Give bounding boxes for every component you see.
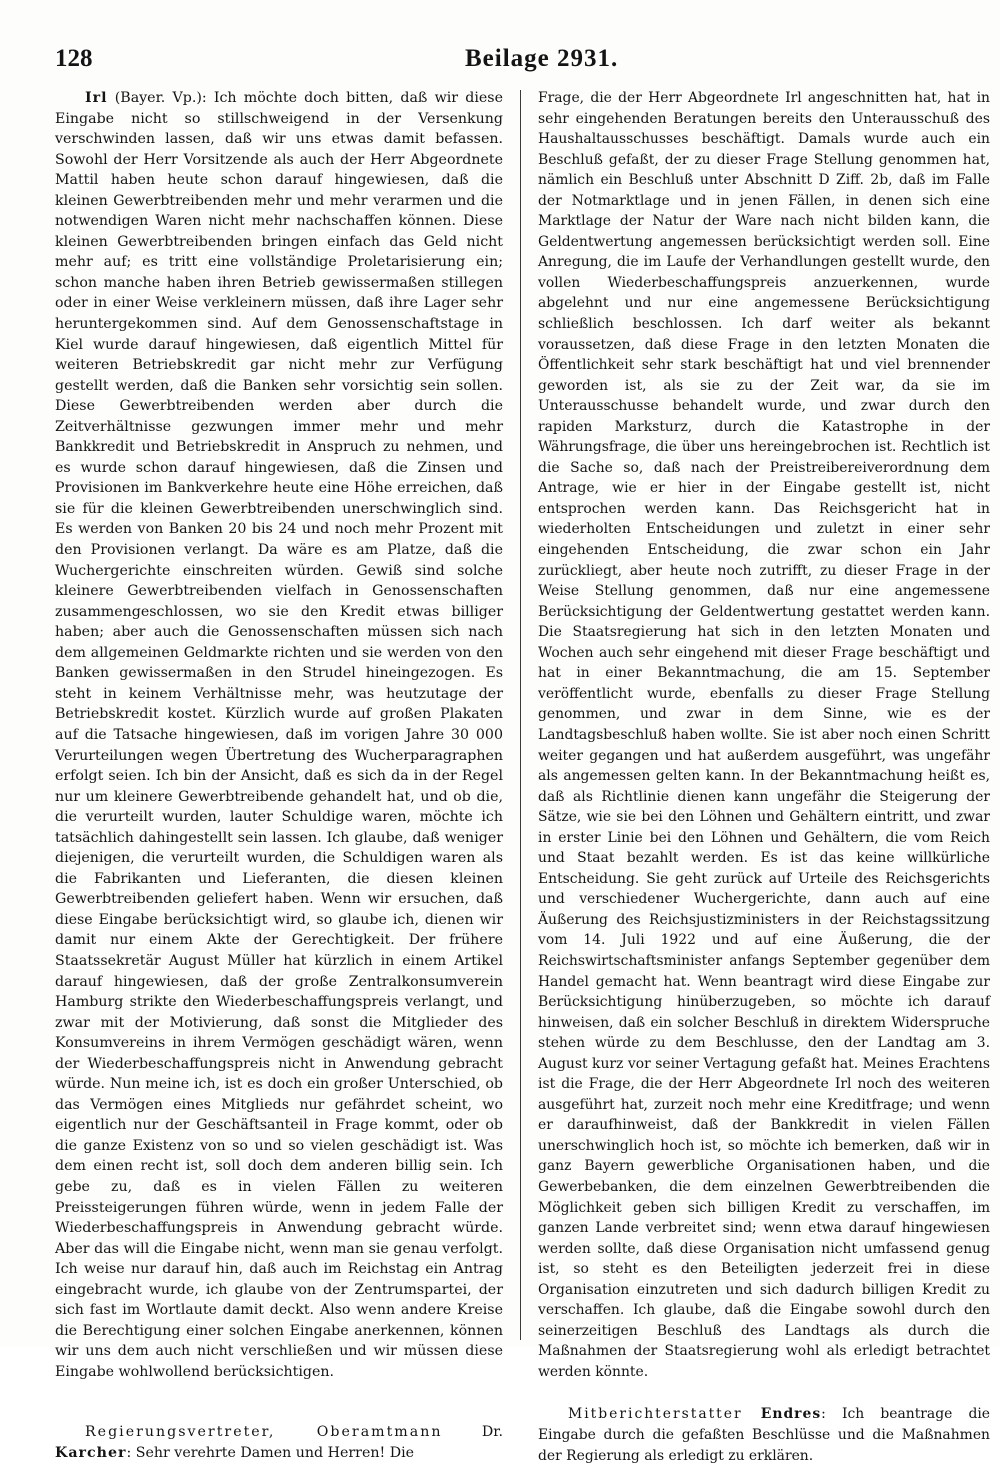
speaker-name: Irl xyxy=(85,90,108,106)
page-header xyxy=(55,44,990,74)
paragraph-text: (Bayer. Vp.): Ich möchte doch bitten, daß wir diese Eingabe nicht so stillschweigend in der Versenkung verschwinden lassen, daß wir uns etwas damit befassen. Sowohl der Herr Vorsitzende als auch der Herr Abgeordnete Mattil haben heute schon darauf hingewiesen, daß die kleinen Gewerbtreibenden mehr und mehr verarmen und die notwendigen Waren nicht mehr nachschaffen können. Diese kleinen Gewerbtreibenden bringen einfach das Geld nicht mehr auf; es tritt eine vollständige Proletarisierung ein; schon manche haben ihren Betrieb gewissermaßen stillegen oder in einer Weise verkleinern müssen, daß ihre Lager sehr heruntergekommen sind. Auf dem Genossenschaftstage in Kiel wurde darauf hingewiesen, daß eigentlich Mittel für weiteren Betriebskredit gar nicht mehr zur Verfügung gestellt werden, daß die Banken sehr vorsichtig sein sollen. Diese Gewerbtreibenden werden aber durch die Zeitverhältnisse gezwungen immer mehr und mehr Bankkredit und Betriebskredit in Anspruch zu nehmen, und es wurde schon darauf hingewiesen, daß die Zinsen und Provisionen im Bankverkehre heute eine Höhe erreichen, daß sie für die kleinen Gewerbtreibenden unerschwinglich sind. Es werden von Banken 20 bis 24 und noch mehr Prozent mit den Provisionen verlangt. Da wäre es am Platze, daß die Wuchergerichte einschreiten würden. Gewiß sind solche kleinere Gewerbtreibenden vielfach in Genossenschaften zusammengeschlossen, wo sie den Kredit etwas billiger haben; aber auch die Genossenschaften müssen sich nach dem allgemeinen Geldmarkte richten und sie werden von den Banken gewissermaßen in den Strudel hineingezogen. Es steht in keinem Verhältnisse mehr, was heutzutage der Betriebskredit kostet. Kürzlich wurde auf großen Plakaten auf die Tatsache hingewiesen, daß im vorigen Jahre 30 000 Verurteilungen wegen Übertretung des Wucherparagraphen erfolgt seien. Ich bin der Ansicht, daß es sich da in der Regel nur um kleinere Gewerbtreibende gehandelt hat, und ob die, die verurteilt wurden, lauter Schuldige waren, möchte ich tatsächlich dahingestellt sein lassen. Ich glaube, daß weniger diejenigen, die verurteilt wurden, die Schuldigen waren als die Fabrikanten und Lieferanten, die diesen kleinen Gewerbtreibenden geliefert haben. Wenn wir ersuchen, daß diese Eingabe berücksichtigt wird, so glaube ich, dienen wir damit nur einem Akte der Gerechtigkeit. Der frühere Staatssekretär August Müller hat kürzlich in einem Artikel darauf hingewiesen, daß der große Zentralkonsumverein Hamburg strikte den Wiederbeschaffungspreis verlangt, und zwar mit der Motivierung, daß sonst die Mitglieder des Konsumvereins in ihrem Vermögen geschädigt wären, wenn der Wiederbeschaffungspreis nicht in Anwendung gebracht würde. Nun meine ich, ist es doch ein großer Unterschied, ob das Vermögen eines Mitglieds nur gefährdet scheint, wo eigentlich nur der Geschäftsanteil in Frage kommt, oder ob die ganze Existenz von so und so vielen geschädigt ist. Was dem einen recht ist, soll doch dem anderen billig sein. Ich gebe zu, daß es in vielen Fällen zu weiteren Preissteigerungen führen würde, wenn in jedem Falle der Wiederbeschaffungspreis in Anwendung gebracht würde. Aber das will die Eingabe nicht, wenn man sie genau verfolgt. Ich weise nur darauf hin, daß auch im Reichstag ein Antrag eingebracht wurde, ich glaube von der Zentrumspartei, der sich fast im Wortlaute damit deckt. Also wenn andere Kreise die Berechtigung einer solchen Eingabe anerkennen, können wir uns dem auch nicht verschließen und wir müssen diese Eingabe wohlwollend berücksichtigen. xyxy=(55,90,503,1380)
speaker-name: Endres xyxy=(760,1406,822,1423)
left-column xyxy=(55,88,503,1464)
paragraph-gap xyxy=(538,1382,990,1404)
paragraph-irl xyxy=(55,88,503,1382)
paragraph-text: : Sehr verehrte Damen und Herren! Die xyxy=(126,1445,415,1461)
page-title: Beilage 2931. xyxy=(465,45,619,72)
page-number: 128 xyxy=(55,45,93,72)
speaker-role: Mitberichterstatter xyxy=(568,1406,761,1423)
paragraph-karcher xyxy=(55,1422,503,1463)
speaker-name: Karcher xyxy=(55,1445,127,1461)
speaker-role: Regierungsvertreter, Oberamtmann xyxy=(85,1424,443,1441)
right-column xyxy=(538,88,990,1466)
column-divider xyxy=(520,90,521,1340)
paragraph-gap xyxy=(55,1382,503,1422)
paragraph-endres xyxy=(538,1404,990,1466)
paragraph-continued: Frage, die der Herr Abgeordnete Irl angeschnitten hat, hat in sehr eingehenden Beratungen bereits den Unterausschuß des Haushaltausschusses beschäftigt. Damals wurde auch ein Beschluß gefaßt, der zu dieser Frage Stellung genommen hat, nämlich ein Beschluß unter Abschnitt D Ziff. 2b, daß im Falle der Notmarktlage und in jenen Fällen, in denen sich eine Marktlage der Natur der Ware nach nicht bilden kann, die Geldentwertung angemessen berücksichtigt werden soll. Eine Anregung, die im Laufe der Verhandlungen gestellt wurde, den vollen Wiederbeschaffungspreis anzuerkennen, wurde abgelehnt und nur eine angemessene Berücksichtigung schließlich beschlossen. Ich darf weiter als bekannt voraussetzen, daß diese Frage in den letzten Monaten die Öffentlichkeit sehr stark beschäftigt hat und viel brennender geworden ist, als sie zu der Zeit war, da sie im Unterausschusse behandelt wurde, und zwar durch den rapiden Marksturz, durch die Katastrophe in der Währungsfrage, die über uns hereingebrochen ist. Rechtlich ist die Sache so, daß nach der Preistreibereiverordnung dem Antrage, wie er hier in der Eingabe gestellt ist, nicht entsprochen werden kann. Das Reichsgericht hat in wiederholten Entscheidungen und zuletzt in einer sehr eingehenden Entscheidung, die zwar schon ein Jahr zurückliegt, aber heute noch zutrifft, zu dieser Frage in der Weise Stellung genommen, daß nur eine angemessene Berücksichtigung der Geldentwertung gestattet werden kann. Die Staatsregierung hat sich in den letzten Monaten und Wochen auch sehr eingehend mit dieser Frage beschäftigt und hat in einer Bekanntmachung, die am 15. September veröffentlicht wurde, ebenfalls zu dieser Frage Stellung genommen, und zwar in dem Sinne, wie es der Landtagsbeschluß haben wollte. Sie ist aber noch einen Schritt weiter gegangen und hat außerdem ausgeführt, was ungefähr als angemessen gelten kann. In der Bekanntmachung heißt es, daß als Richtlinie dienen kann ungefähr die Steigerung der Sätze, wie sie bei den Löhnen und Gehältern eintritt, und zwar in erster Linie bei den Löhnen und Gehältern, die vom Reich und Staat bezahlt werden. Es ist das keine willkürliche Entscheidung. Sie geht zurück auf Urteile des Reichsgerichts und verschiedener Wuchergerichte, dann auch auf eine Äußerung des Reichsjustizministers in der Reichstagssitzung vom 14. Juli 1922 und auf eine Äußerung, die der Reichswirtschaftsminister anfangs September gegenüber dem Handel gemacht hat. Wenn beantragt wird diese Eingabe zur Berücksichtigung hinüberzugeben, so möchte ich darauf hinweisen, daß ein solcher Beschluß in direktem Widerspruche stehen würde zu dem Beschlusse, den der Landtag am 3. August kurz vor seiner Vertagung gefaßt hat. Meines Erachtens ist die Frage, die der Herr Abgeordnete Irl noch des weiteren ausgeführt hat, zurzeit noch mehr eine Kreditfrage; und wenn er daraufhinweist, daß der Bankkredit in vielen Fällen unerschwinglich hoch ist, so möchte ich bemerken, daß wir in ganz Bayern gewerbliche Organisationen haben, und die Gewerbebanken, die dem einzelnen Gewerbtreibenden die Möglichkeit geben sich billigen Kredit zu verschaffen, im ganzen Lande verbreitet sind; wenn etwa darauf hingewiesen werden sollte, daß diese Organisation nicht umfassend genug ist, so steht es den Beteiligten jederzeit frei in diese Organisation einzutreten und sich dadurch billigen Kredit zu verschaffen. Ich glaube, daß die Eingabe sowohl durch den seinerzeitigen Beschluß des Landtags als durch die Maßnahmen der Staatsregierung wohl als erledigt betrachtet werden könnte. xyxy=(538,90,990,1380)
speaker-title: Dr. xyxy=(481,1424,503,1441)
paragraph-text: : Ich beantrage die Eingabe durch die gefaßten Beschlüsse und die Maßnahmen der Regierung als erledigt zu erklären. xyxy=(538,1406,991,1464)
